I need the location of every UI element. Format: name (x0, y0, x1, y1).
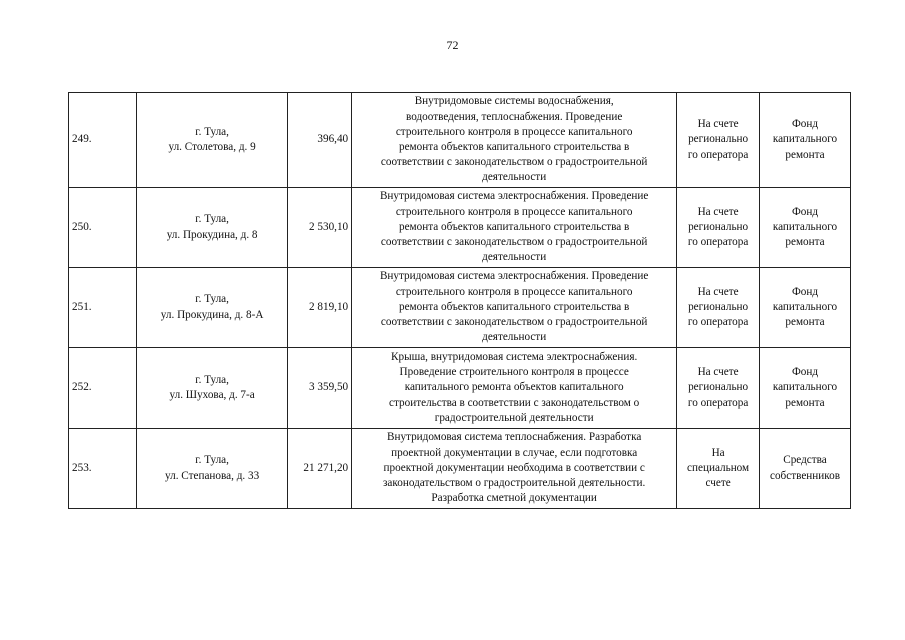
fund-source-cell-line: капитального (772, 300, 838, 313)
fund-source-cell-line: собственников (770, 469, 840, 482)
fund-source-cell (760, 268, 851, 348)
fund-source-cell-line: Фонд (791, 118, 819, 131)
works-cell-line: деятельности (482, 251, 547, 264)
address-cell (137, 429, 287, 509)
address-cell (137, 93, 287, 188)
works-cell-line: соответствии с законодательством о градостроительной (380, 236, 648, 249)
account-cell-line: го оператора (687, 396, 749, 409)
account-cell-line: На счете (697, 118, 739, 131)
works-cell-line: Внутридомовая система электроснабжения. Проведение (379, 270, 649, 283)
fund-source-cell (760, 348, 851, 429)
account-cell-line: На счете (697, 205, 739, 218)
account-cell-line: регионально (688, 300, 749, 313)
capital-repair-table (68, 92, 851, 509)
works-cell-line: деятельности (482, 331, 547, 344)
works-cell-line: строительства в соответствии с законодательством о (389, 396, 640, 409)
account-cell-line: го оператора (687, 148, 749, 161)
area-cell: 21 271,20 (287, 429, 351, 509)
works-cell-line: Проведение строительного контроля в процессе (399, 366, 629, 379)
works-cell-line: строительного контроля в процессе капитального (395, 125, 633, 138)
address-cell-line: ул. Степанова, д. 33 (165, 469, 260, 482)
works-cell-line: соответствии с законодательством о градостроительной (380, 316, 648, 329)
row-number-cell: 251. (69, 268, 137, 348)
address-cell-line: г. Тула, (195, 213, 229, 226)
works-cell-line: Внутридомовые системы водоснабжения, (414, 95, 614, 108)
address-cell-line: ул. Столетова, д. 9 (168, 141, 256, 153)
account-cell-line: го оператора (687, 236, 749, 249)
works-cell-line: Разработка сметной документации (431, 492, 597, 505)
fund-source-cell (760, 188, 851, 268)
table-row (69, 429, 851, 509)
works-cell-line: деятельности (482, 171, 547, 184)
works-cell-line: ремонта объектов капитального строительства в (399, 141, 630, 153)
works-cell-line: строительного контроля в процессе капитального (395, 285, 633, 298)
works-cell (352, 348, 677, 429)
account-cell-line: регионально (688, 381, 749, 394)
works-cell (352, 93, 677, 188)
account-cell (677, 429, 760, 509)
account-cell-line: На (711, 446, 725, 459)
address-cell (137, 268, 287, 348)
fund-source-cell (760, 93, 851, 188)
account-cell-line: специальном (687, 461, 750, 474)
works-cell-line: строительного контроля в процессе капитального (395, 205, 633, 218)
account-cell-line: На счете (697, 285, 739, 298)
area-cell: 3 359,50 (287, 348, 351, 429)
account-cell (677, 188, 760, 268)
fund-source-cell-line: Фонд (791, 366, 819, 379)
fund-source-cell-line: капитального (772, 381, 838, 394)
works-cell-line: Внутридомовая система теплоснабжения. Разработка (387, 431, 642, 444)
address-cell-line: ул. Прокудина, д. 8 (166, 228, 258, 241)
address-cell-line: г. Тула, (195, 373, 229, 386)
area-cell: 2 530,10 (287, 188, 351, 268)
table-row (69, 268, 851, 348)
row-number-cell: 253. (69, 429, 137, 509)
account-cell-line: регионально (688, 133, 749, 146)
table-row (69, 93, 851, 188)
works-cell-line: соответствии с законодательством о градостроительной (380, 156, 648, 169)
account-cell-line: На счете (697, 366, 739, 379)
fund-source-cell-line: Средства (783, 454, 827, 467)
works-cell-line: ремонта объектов капитального строительства в (399, 220, 630, 233)
fund-source-cell-line: ремонта (785, 148, 825, 161)
works-cell-line: водоотведения, теплоснабжения. Проведение (406, 110, 623, 123)
fund-source-cell (760, 429, 851, 509)
fund-source-cell-line: капитального (772, 133, 838, 146)
works-cell-line: законодательством о градостроительной деятельности. (383, 477, 646, 490)
fund-source-cell-line: ремонта (785, 396, 825, 409)
row-number-cell: 252. (69, 348, 137, 429)
area-cell: 2 819,10 (287, 268, 351, 348)
fund-source-cell-line: ремонта (785, 236, 825, 249)
area-cell: 396,40 (287, 93, 351, 188)
row-number-cell: 250. (69, 188, 137, 268)
works-cell (352, 429, 677, 509)
address-cell-line: ул. Прокудина, д. 8-А (160, 308, 264, 321)
works-cell-line: ремонта объектов капитального строительства в (399, 300, 630, 313)
account-cell (677, 93, 760, 188)
works-cell-line: проектной документации необходима в соответствии с (383, 461, 645, 474)
address-cell (137, 348, 287, 429)
address-cell-line: г. Тула, (195, 125, 229, 138)
account-cell (677, 348, 760, 429)
address-cell-line: ул. Шухова, д. 7-а (169, 389, 255, 401)
address-cell-line: г. Тула, (195, 454, 229, 467)
page-number: 72 (446, 38, 459, 52)
works-cell-line: проектной документации в случае, если подготовка (391, 446, 638, 459)
works-cell (352, 268, 677, 348)
row-number-cell: 249. (69, 93, 137, 188)
account-cell-line: го оператора (687, 316, 749, 329)
fund-source-cell-line: ремонта (785, 316, 825, 329)
fund-source-cell-line: Фонд (791, 205, 819, 218)
table-row (69, 188, 851, 268)
address-cell-line: г. Тула, (195, 293, 229, 306)
table-row (69, 348, 851, 429)
fund-source-cell-line: Фонд (791, 285, 819, 298)
account-cell-line: регионально (688, 220, 749, 233)
account-cell-line: счете (705, 477, 731, 490)
address-cell (137, 188, 287, 268)
works-cell-line: Внутридомовая система электроснабжения. Проведение (379, 190, 649, 203)
works-cell-line: градостроительной деятельности (434, 411, 594, 424)
table-body (69, 93, 851, 509)
works-cell-line: Крыша, внутридомовая система электроснабжения. (391, 350, 638, 363)
account-cell (677, 268, 760, 348)
works-cell-line: капитального ремонта объектов капитального (404, 381, 624, 394)
works-cell (352, 188, 677, 268)
fund-source-cell-line: капитального (772, 220, 838, 233)
